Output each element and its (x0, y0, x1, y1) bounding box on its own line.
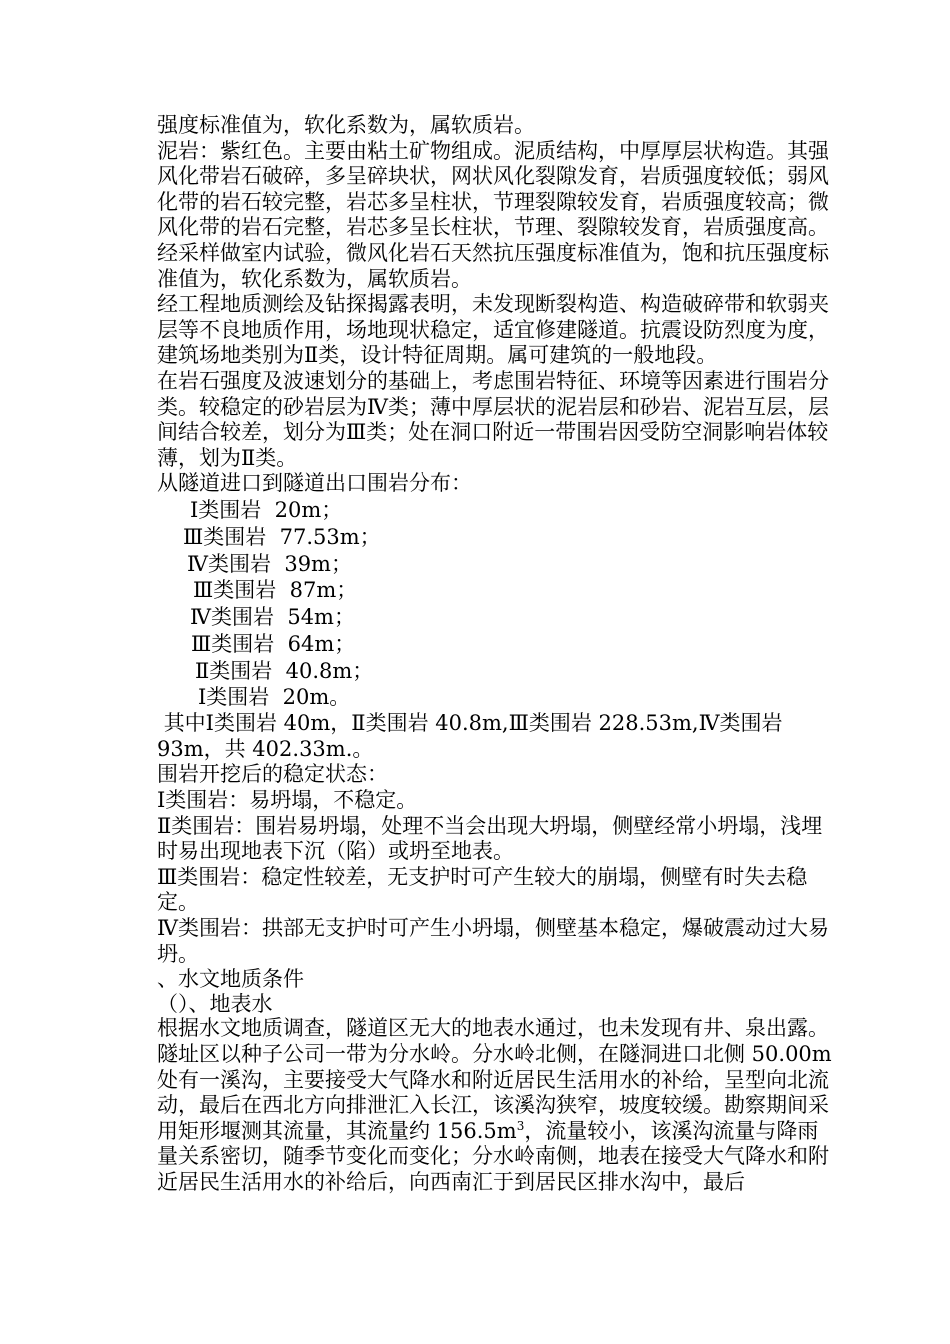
list-item: Ⅳ类围岩 54m； (190, 605, 355, 630)
surface-water-text-a: 根据水文地质调查，隧道区无大的地表水通过，也未发现有井、泉出露。隧址区以种子公司一带为分水岭。分水岭北侧，在隧洞进口北侧 50.00m 处有一溪沟，主要接受大气降水和附近居民生活用水的补给，呈型向北流动，最后在西北方向排泄汇入长江，该溪沟狭窄，坡度较缓。勘察期间采用矩形堰测其流量，其流量约 156.5m (157, 1016, 839, 1143)
paragraph-surface-water (157, 1016, 837, 1195)
list-item: Ⅲ类围岩 64m； (191, 631, 356, 656)
list-item: Ⅲ类围岩 87m； (193, 578, 358, 603)
paragraph-class-ii: Ⅱ类围岩：围岩易坍塌，处理不当会出现大坍塌，侧壁经常小坍塌，浅埋时易出现地表下沉（陷）或坍至地表。 (157, 813, 823, 864)
subsection-heading-surface-water: （）、地表水 (157, 991, 273, 1016)
paragraph-class-i: Ⅰ类围岩：易坍塌，不稳定。 (157, 788, 418, 813)
list-item: Ⅰ类围岩 20m。 (198, 685, 351, 710)
paragraph-mudstone: 泥岩：紫红色。主要由粘土矿物组成。泥质结构，中厚厚层状构造。其强风化带岩石破碎，多呈碎块状，网状风化裂隙发育，岩质强度较低；弱风化带的岩石较完整，岩芯多呈柱状，节理裂隙较发育，岩质强度较高；微风化带的岩石完整，岩芯多呈长柱状，节理、裂隙较发育，岩质强度高。经采样做室内试验，微风化岩石天然抗压强度标准值为，饱和抗压强度标准值为，软化系数为，属软质岩。 (157, 138, 829, 291)
paragraph-sandstone-tail: 强度标准值为，软化系数为，属软质岩。 (157, 113, 535, 137)
list-item: Ⅰ类围岩 20m； (190, 497, 343, 522)
paragraph-stability-heading: 围岩开挖后的稳定状态： (157, 762, 388, 787)
paragraph-class-iii: Ⅲ类围岩：稳定性较差，无支护时可产生较大的崩塌，侧壁有时失去稳定。 (157, 864, 808, 915)
paragraph-distribution-intro: 从隧道进口到隧道出口围岩分布： (157, 471, 472, 496)
list-item: Ⅲ类围岩 77.53m； (183, 524, 381, 549)
list-item: Ⅳ类围岩 39m； (187, 551, 352, 576)
section-heading-hydrogeology: 、水文地质条件 (157, 967, 304, 992)
paragraph-geology-survey: 经工程地质测绘及钻探揭露表明，未发现断裂构造、构造破碎带和软弱夹层等不良地质作用，场地现状稳定，适宜修建隧道。抗震设防烈度为度，建筑场地类别为Ⅱ类，设计特征周期。属可建筑的一般地段。 (157, 292, 829, 368)
superscript-cubed: 3 (516, 1118, 525, 1133)
surface-water-text-b: ，流量较小，该溪沟流量与降雨量关系密切，随季节变化而变化；分水岭南侧，地表在接受大气降水和附近居民生活用水的补给后，向西南汇于到居民区排水沟中，最后 (157, 1118, 829, 1194)
list-item: Ⅱ类围岩 40.8m； (195, 658, 374, 683)
rock-distribution-list (157, 497, 837, 711)
paragraph-rock-classification: 在岩石强度及波速划分的基础上，考虑围岩特征、环境等因素进行围岩分类。较稳定的砂岩层为Ⅳ类；薄中厚层状的泥岩层和砂岩、泥岩互层，层间结合较差，划分为Ⅲ类；处在洞口附近一带围岩因受防空洞影响岩体较薄，划为Ⅱ类。 (157, 368, 829, 470)
document-page (157, 113, 837, 1196)
paragraph-class-iv: Ⅳ类围岩：拱部无支护时可产生小坍塌，侧壁基本稳定，爆破震动过大易坍。 (157, 916, 829, 966)
paragraph-distribution-summary: 其中Ⅰ类围岩 40m，Ⅱ类围岩 40.8m,Ⅲ类围岩 228.53m,Ⅳ类围岩 93m，共 402.33m.。 (157, 711, 790, 761)
